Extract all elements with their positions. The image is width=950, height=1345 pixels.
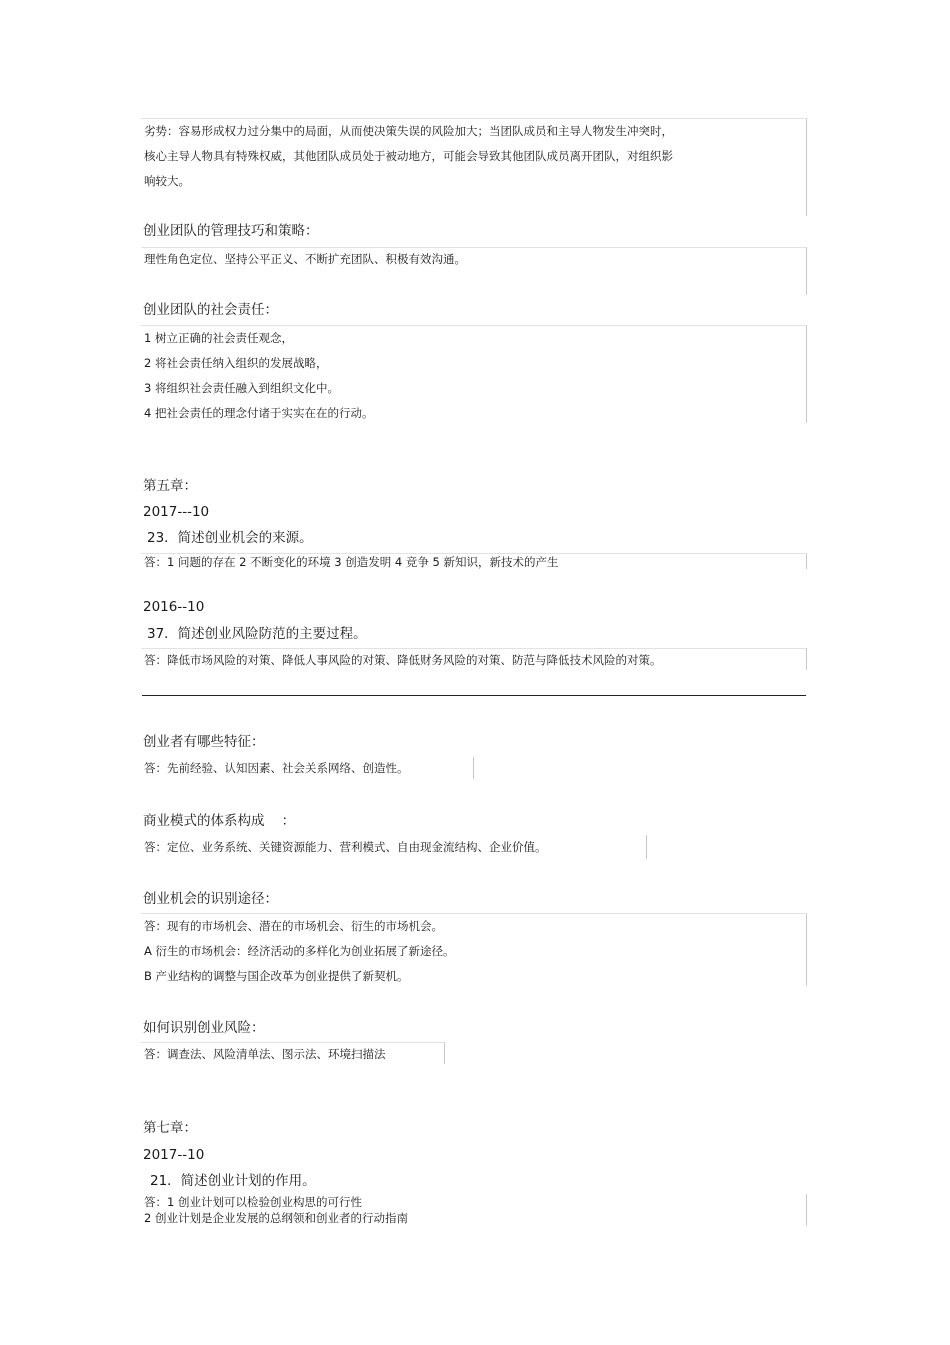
opportunity-line: 答：现有的市场机会、潜在的市场机会、衍生的市场机会。 (144, 919, 443, 933)
chapter5-answer1: 答：1 问题的存在 2 不断变化的环境 3 创造发明 4 竞争 5 新知识，新技术的产生 (144, 555, 559, 569)
social-heading: 创业团队的社会责任： (143, 302, 278, 318)
opportunity-box (141, 913, 807, 986)
social-line: 2 将社会责任纳入组织的发展战略， (144, 356, 328, 370)
disadvantage-line: 响较大。 (144, 174, 190, 188)
chapter5-heading: 第五章： (143, 478, 197, 494)
chapter5-question1: 23．简述创业机会的来源。 (147, 530, 313, 546)
management-heading: 创业团队的管理技巧和策略： (143, 223, 319, 239)
chapter7-heading: 第七章： (143, 1120, 197, 1136)
business-model-heading: 商业模式的体系构成 ： (143, 813, 296, 829)
chapter7-answer-line: 2 创业计划是企业发展的总纲领和创业者的行动指南 (144, 1211, 408, 1225)
social-line: 3 将组织社会责任融入到组织文化中。 (144, 381, 339, 395)
chapter5-year2: 2016--10 (143, 599, 205, 615)
entrepreneur-answer-box (141, 757, 474, 779)
social-line: 1 树立正确的社会责任观念， (144, 331, 293, 345)
chapter7-answer-box (141, 1194, 807, 1226)
risk-heading: 如何识别创业风险： (143, 1020, 265, 1036)
chapter7-question: 21．简述创业计划的作用。 (150, 1173, 316, 1189)
chapter5-answer1-box (141, 553, 807, 569)
social-line: 4 把社会责任的理念付诸于实实在在的行动。 (144, 406, 374, 420)
chapter5-answer2: 答：降低市场风险的对策、降低人事风险的对策、降低财务风险的对策、防范与降低技术风险的对策。 (144, 653, 662, 667)
chapter7-answer-line: 答：1 创业计划可以检验创业构思的可行性 (144, 1195, 362, 1209)
business-model-answer: 答：定位、业务系统、关键资源能力、营利模式、自由现金流结构、企业价值。 (144, 840, 547, 854)
disadvantage-box (141, 118, 807, 216)
management-line: 理性角色定位、坚持公平正义、不断扩充团队、积极有效沟通。 (144, 252, 466, 266)
risk-answer: 答：调查法、风险清单法、图示法、环境扫描法 (144, 1047, 386, 1061)
entrepreneur-heading: 创业者有哪些特征： (143, 734, 265, 750)
chapter5-answer2-box (141, 648, 807, 670)
opportunity-line: B 产业结构的调整与国企改革为创业提供了新契机。 (144, 969, 409, 983)
disadvantage-line: 劣势：容易形成权力过分集中的局面，从而使决策失误的风险加大；当团队成员和主导人物发生冲突时， (144, 124, 673, 138)
opportunity-line: A 衍生的市场机会：经济活动的多样化为创业拓展了新途径。 (144, 944, 455, 958)
risk-answer-box (141, 1042, 445, 1064)
section-divider (142, 695, 806, 696)
chapter5-question2: 37．简述创业风险防范的主要过程。 (147, 626, 367, 642)
business-model-answer-box (141, 835, 647, 859)
disadvantage-line: 核心主导人物具有特殊权威，其他团队成员处于被动地方，可能会导致其他团队成员离开团队，对组织影 (144, 149, 673, 163)
management-box (141, 247, 807, 295)
chapter7-year: 2017--10 (143, 1147, 205, 1163)
chapter5-year1: 2017---10 (143, 504, 210, 520)
social-box (141, 325, 807, 423)
entrepreneur-answer: 答：先前经验、认知因素、社会关系网络、创造性。 (144, 761, 409, 775)
opportunity-heading: 创业机会的识别途径： (143, 891, 278, 907)
